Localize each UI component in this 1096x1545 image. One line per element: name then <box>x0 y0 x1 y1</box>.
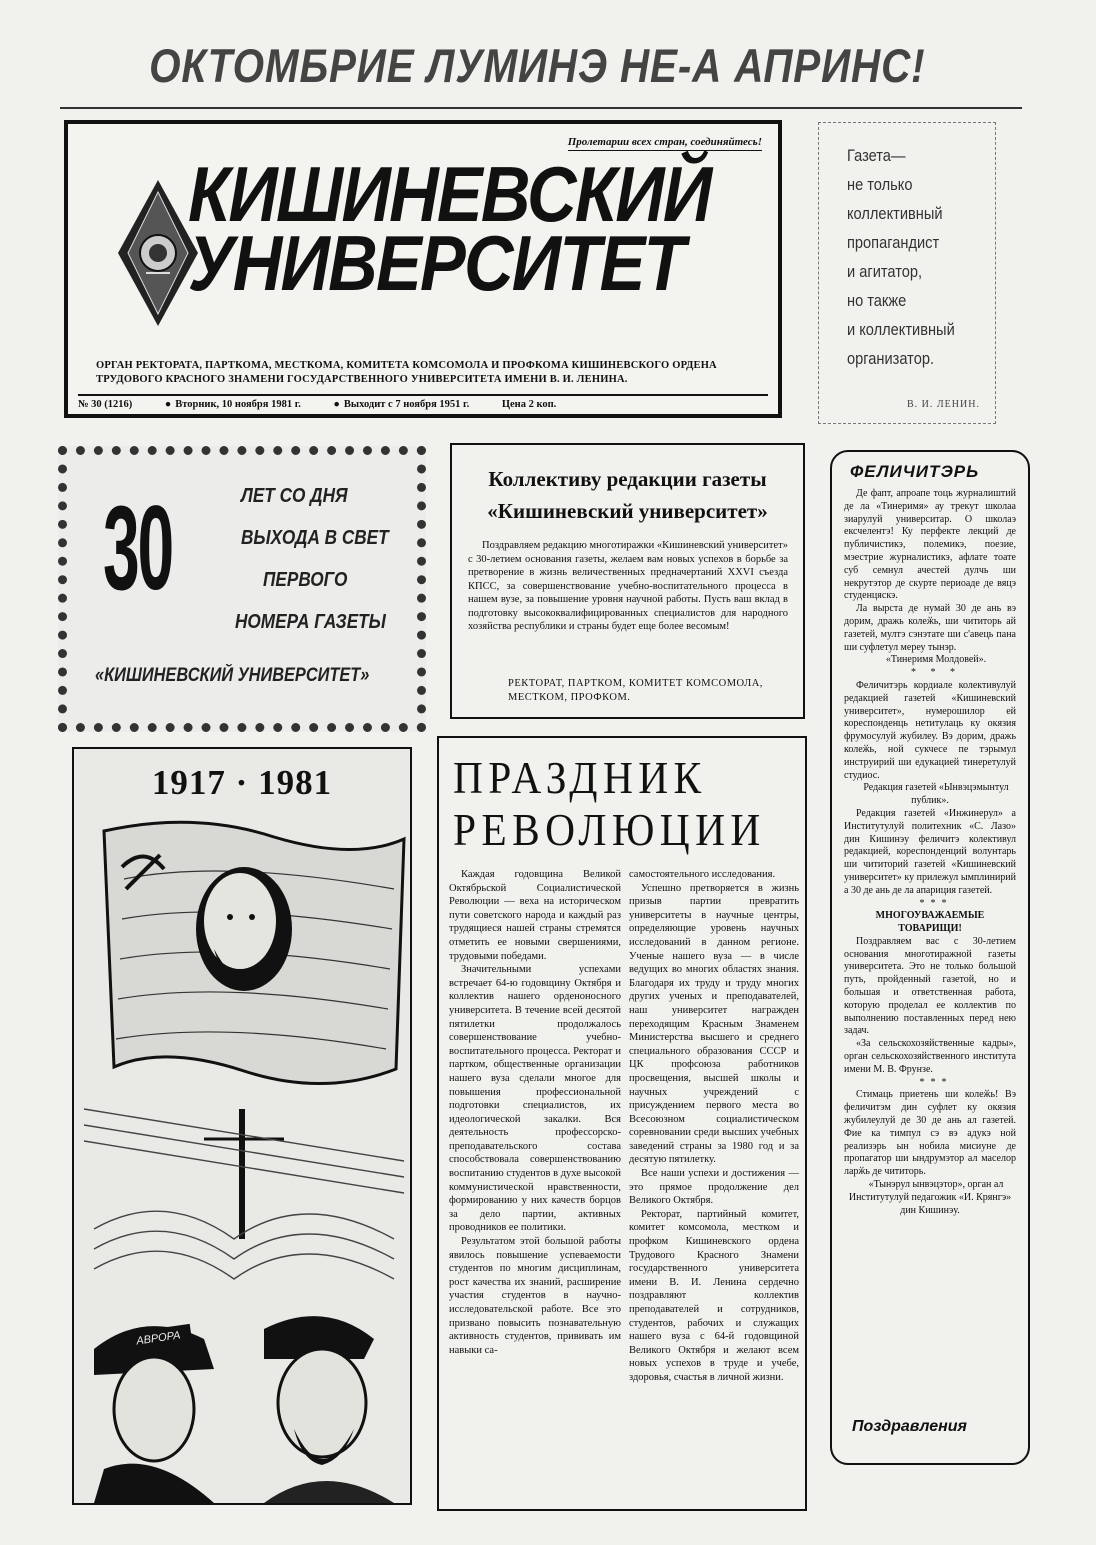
anniversary-box <box>58 446 426 732</box>
masthead-title <box>188 150 711 307</box>
banner-divider <box>60 107 1022 109</box>
greeting-signature: РЕКТОРАТ, ПАРТКОМ, КОМИТЕТ КОМСОМОЛА, МЕСТКОМ, ПРОФКОМ. <box>508 678 763 703</box>
felicitari-paragraph: Поздравляем вас с 30-летием основания многотиражной газеты университета. Это не только большой путь, пройденный газетой, но и большая и ответственная работа, которую проделал ее коллектив по выполнению поставленных перед нею задач. <box>844 935 1016 1037</box>
felicitari-paragraph: Стимаць приетень ши колеӂь! Вэ феличитэм дин суфлет ку окязия жубилеулуй де 30 де ань ал газетей. Фие ка тимпул сэ вэ адукэ ной реализэрь ын нобила мисиуне де пропагатор ши ындрумэтор ал мaселор ларӂь де чититорь. <box>844 1089 1016 1178</box>
article-paragraph: Все наши успехи и достижения — это прямое продолжение дел Великого Октября. <box>629 1168 799 1207</box>
article-revolution <box>437 736 807 1511</box>
greeting-title-line2: «Кишиневский университет» <box>487 499 768 523</box>
masthead-divider <box>78 394 768 396</box>
felicitari-paragraph: Ла вырста де нумай 30 де ань вэ дорим, дражь колеӂь, ши чититорь ай газетей, мултэ сэнэтате ши с'авець пана ши суфлетул мереу тынэр. <box>844 603 1016 653</box>
felicitari-signature: «Тинеримя Молдовей». <box>885 654 987 666</box>
greeting-body: Поздравляем редакцию многотиражки «Кишиневский университет» с 30-летием основания газеты, желаем вам новых успехов в борьбе за претворение в жизнь величественных предначертаний XXVI съезда КПСС, за совершенствование учебно-воспитательного процесса в нашем вузе, за повышение уровня научной работы. Пусть ваш вклад в подготовку высококвалифицированных специалистов для народного хозяйства республики и страны будет еще более весомым! <box>468 540 788 632</box>
felicitari-paragraph: Феличитэрь кордиале колективулуй редакцией газетей «Кишиневский университет», нумерошилор ей кореспонденць нетитулаць ку окязия фрумосулуй жубилеу. Вэ дорим, дражь колеӂь, ной сукчесе пе тэрымул инструирий ши едукацией тинеретулуй студиос. <box>844 679 1016 781</box>
published-since: Выходит с 7 ноября 1951 г. <box>343 399 470 410</box>
price: Цена 2 коп. <box>501 399 557 410</box>
masthead-info <box>78 399 768 410</box>
article-title: ПРАЗДНИК РЕВОЛЮЦИИ <box>453 752 766 855</box>
issue-number: № 30 (1216) <box>78 399 133 410</box>
article-paragraph: Результатом этой большой работы явилось повышение успеваемости студентов по многим дисциплинам, рост качества их знаний, расширение участия студентов в научно-исследовательской работе. Все это призвано повысить познавательную активность студентов, прививать им навыки са- <box>449 1236 621 1356</box>
felicitari-separator: *** <box>919 897 953 909</box>
article-column-2 <box>629 868 799 1385</box>
anniversary-line3: ПЕРВОГО <box>263 569 348 591</box>
felicitari-box <box>830 450 1030 1465</box>
felicitari-separator: *** <box>919 1076 953 1088</box>
felicitari-signature: «Тынэрул ынвэцэтор», орган ал Институтулуй педагожик «И. Крянгэ» дин Кишинэу. <box>848 1179 1012 1216</box>
masthead-title-line1: КИШИНЕВСКИЙ <box>188 150 711 238</box>
felicitari-title: ФЕЛИЧИТЭРЬ <box>850 462 980 481</box>
lenin-quote-box <box>818 122 996 424</box>
ship-name: АВРОРА <box>135 1329 182 1348</box>
poster-years: 1917 · 1981 <box>151 763 333 802</box>
anniversary-line5: «КИШИНЕВСКИЙ УНИВЕРСИТЕТ» <box>95 665 370 686</box>
revolution-poster <box>72 747 412 1505</box>
headline-banner: ОКТОМБРИЕ ЛУМИНЭ НЕ-А АПРИНС! <box>149 39 926 92</box>
article-paragraph: Ректорат, партийный комитет, комитет комсомола, местком и профком Кишиневского ордена Трудового Красного Знамени государственного университета имени В. И. Ленина сердечно поздравляют коллектив преподавателей и сотрудников, студентов, рабочих и служащих нашего вуза с 64-й годовщиной Великого Октября и желают всем новых успехов в труде и учебе, здоровья, счастья в личной жизни. <box>629 1208 799 1383</box>
greeting-box <box>450 443 805 719</box>
felicitari-signature: Редакция газетей «Ынвэцэмынтул публик». <box>863 782 1009 807</box>
greeting-title <box>452 463 803 527</box>
lenin-quote-author: В. И. ЛЕНИН. <box>907 399 980 410</box>
anniversary-line2: ВЫХОДА В СВЕТ <box>241 527 389 549</box>
masthead <box>64 120 782 418</box>
felicitari-paragraph: Де фапт, апроапе тоць журналиштий де ла «Тинеримя» ау трекут школаа зиарулуй университар. О школаэ ексчелентэ! Ку перфекте лекций де публичистикэ, полемикэ, поезие, мэестрие журналистикэ, афлате тоате суб семнул ачестей дулчь ши некрутэтор де скурте периоаде де вяцэ студенцяскэ. <box>844 488 1016 602</box>
felicitari-separator: * * * <box>911 667 961 679</box>
anniversary-line4: НОМЕРА ГАЗЕТЫ <box>235 611 386 633</box>
article-paragraph: Каждая годовщина Великой Октябрьской Социалистической Революции — веха на историческом пути советского народа и каждый раз трудящиеся нашей страны стремятся отметить ее новыми свершениями, трудовыми победами. <box>449 869 621 962</box>
felicitari-body <box>844 488 1016 1217</box>
masthead-slogan: Пролетарии всех стран, соединяйтесь! <box>568 136 762 151</box>
article-column-1 <box>449 868 621 1357</box>
felicitari-paragraph: Редакция газетей «Инжинерул» а Институтулуй политехник «С. Лазо» дин Кишинэу феличитэ колективул редакцией, кореспонденций волунтарь ши чититорий газетей «Кишиневский университет» ку прилежул ымплинирий а 30 де ань де ла апариция газетей. <box>844 807 1016 896</box>
bullet-icon: ● <box>333 399 340 410</box>
issue-date: Вторник, 10 ноября 1981 г. <box>175 399 301 410</box>
greeting-title-line1: Коллективу редакции газеты <box>488 467 767 491</box>
anniversary-line1: ЛЕТ СО ДНЯ <box>241 485 348 507</box>
felicitari-heading: МНОГОУВАЖАЕМЫЕ ТОВАРИЩИ! <box>875 910 985 935</box>
felicitari-signature: «За сельскохозяйственные кадры», орган сельскохозяйственного института имени М. В. Фрунзе. <box>844 1038 1016 1075</box>
felicitari-footer: Поздравления <box>852 1418 967 1435</box>
article-paragraph: Значительными успехами встречает 64-ю годовщину Октября и коллектив нашего орденоносного университета. В течение всей десятой пятилетки продолжалось совершенствование учебно-воспитательного процесса. Ректорат и партком, общественные организации нашего вуза сделали многое для повышения профессиональной подготовки специалистов, их идеологической закалки. Вся деятельность профессорско-преподавательского состава способствовала совершенствованию воспитанию студентов в духе высокой коммунистической нравственности, формированию у них качеств борцов за дело партии, активных проводников ее политики. <box>449 964 621 1234</box>
article-paragraph: Успешно претворяется в жизнь призыв партии превратить университеты в научные центры, определяющие уровень научных исследований в данном регионе. Ученые нашего вуза — в числе ведущих во многих областях знания. Благодаря их труду и труду многих других ученых и преподавателей, наш университет награжден переходящим Красным Знаменем Министерства высшего и среднего специального образования СССР и ЦК профсоюза работников просвещения, высшей школы и научных учреждений с присуждением первого места во Всесоюзном социалистическом соревновании среди высших учебных заведений страны за 1980 год и за десятую пятилетку. <box>629 882 799 1166</box>
masthead-organ: ОРГАН РЕКТОРАТА, ПАРТКОМА, МЕСТКОМА, КОМИТЕТА КОМСОМОЛА И ПРОФКОМА КИШИНЕВСКОГО ОРДЕНА ТРУДОВОГО КРАСНОГО ЗНАМЕНИ ГОСУДАРСТВЕННОГО УНИВЕРСИТЕТА ИМЕНИ В. И. ЛЕНИНА. <box>96 360 717 385</box>
masthead-title-line2: УНИВЕРСИТЕТ <box>188 218 684 307</box>
bullet-icon: ● <box>164 399 172 410</box>
anniversary-number: 30 <box>103 481 173 615</box>
poster-illustration <box>74 809 410 1503</box>
article-paragraph: самостоятельного исследования. <box>629 869 776 880</box>
lenin-quote-text: Газета— не только коллективный пропагандист и агитатор, но также и коллективный организатор. <box>847 146 955 368</box>
